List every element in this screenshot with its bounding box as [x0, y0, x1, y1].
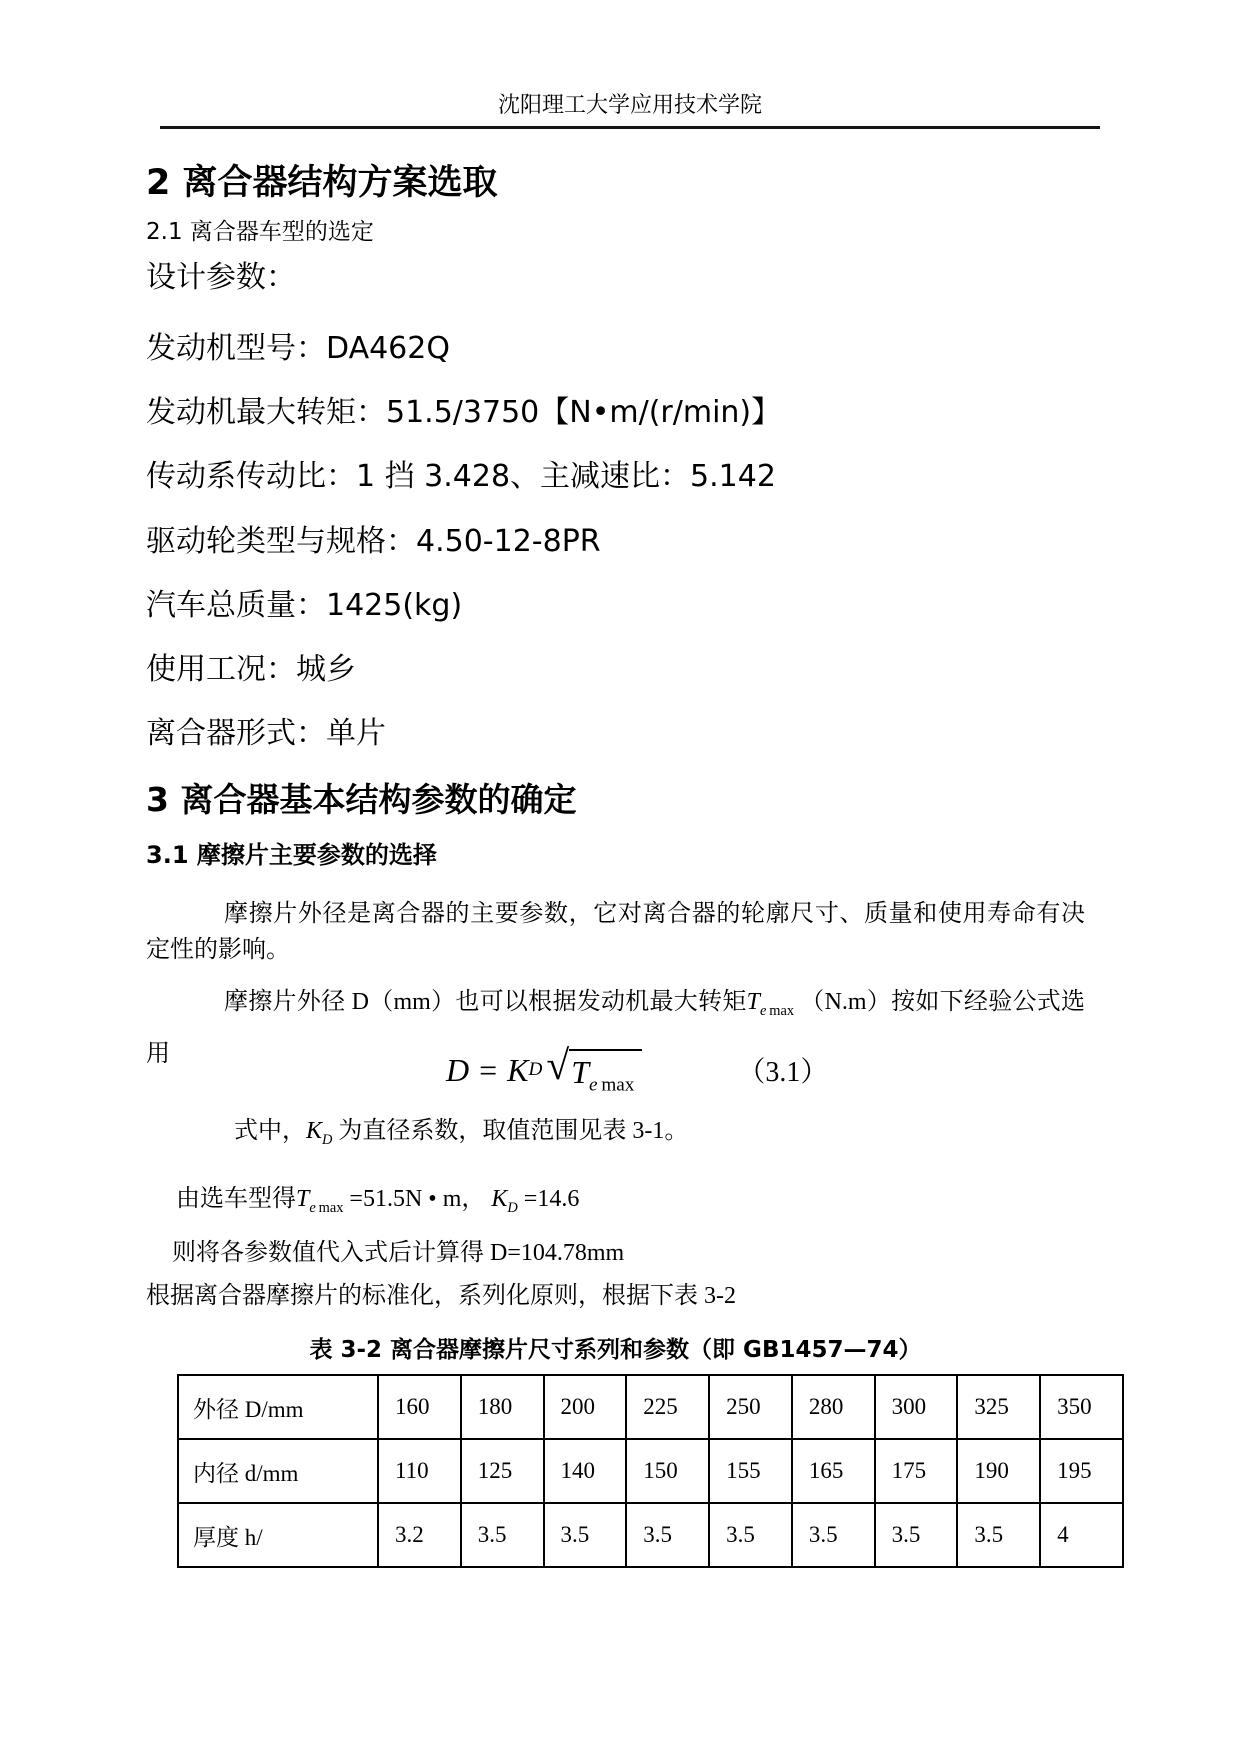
line-selected-vehicle-values [146, 1184, 579, 1215]
cell-outer-d: 325 [957, 1375, 1040, 1439]
equation-number: （3.1） [737, 1057, 829, 1088]
selected-text-before: 由选车型得 [176, 1186, 296, 1212]
para2-text-before: 摩擦片外径 D（mm）也可以根据发动机最大转矩 [224, 989, 747, 1015]
math-d-variable: D [446, 1051, 470, 1088]
cell-outer-d: 200 [544, 1375, 627, 1439]
cell-inner-d: 195 [1040, 1439, 1123, 1503]
cell-thickness: 3.5 [957, 1503, 1040, 1567]
heading-section-3-1: 3.1 摩擦片主要参数的选择 [146, 841, 437, 869]
paragraph-friction-disc-intro: 摩擦片外径是离合器的主要参数，它对离合器的轮廓尺寸、质量和使用寿命有决定性的影响。 [146, 901, 1085, 963]
cell-inner-d: 175 [875, 1439, 958, 1503]
row-label-thickness: 厚度 h/ [178, 1503, 378, 1567]
math-t-emax: T [296, 1186, 310, 1212]
math-t-emax-subscript: e max [309, 1199, 344, 1216]
friction-disc-size-table [177, 1374, 1124, 1568]
table-row-thickness [178, 1503, 1123, 1567]
row-label-inner-diameter: 内径 d/mm [178, 1439, 378, 1503]
cell-thickness: 3.5 [461, 1503, 544, 1567]
line-standardization: 根据离合器摩擦片的标准化，系列化原则，根据下表 3-2 [146, 1283, 736, 1309]
cell-outer-d: 225 [626, 1375, 709, 1439]
cell-outer-d: 350 [1040, 1375, 1123, 1439]
cell-thickness: 3.5 [626, 1503, 709, 1567]
param-operating-condition: 使用工况：城乡 [146, 652, 356, 687]
cell-inner-d: 165 [792, 1439, 875, 1503]
param-clutch-type: 离合器形式：单片 [146, 716, 386, 751]
table-row-outer-diameter [178, 1375, 1123, 1439]
table-row-inner-diameter [178, 1439, 1123, 1503]
table-3-2-title: 表 3-2 离合器摩擦片尺寸系列和参数（即 GB1457—74） [309, 1337, 922, 1363]
equation-3-1 [146, 1038, 1085, 1102]
line-kd-definition [146, 1116, 688, 1147]
cell-thickness: 3.2 [378, 1503, 461, 1567]
equals-sign: = [479, 1051, 498, 1088]
math-kd-variable: K [507, 1051, 529, 1088]
radical-sign-icon: √ [546, 1042, 570, 1088]
square-root [546, 1042, 642, 1096]
cell-thickness: 3.5 [544, 1503, 627, 1567]
math-kd-subscript: D [322, 1131, 333, 1148]
cell-outer-d: 280 [792, 1375, 875, 1439]
cell-outer-d: 160 [378, 1375, 461, 1439]
cell-outer-d: 250 [709, 1375, 792, 1439]
heading-section-2: 2 离合器结构方案选取 [146, 163, 498, 203]
cell-thickness: 4 [1040, 1503, 1123, 1567]
cell-thickness: 3.5 [875, 1503, 958, 1567]
param-drivetrain-ratio: 传动系传动比：1 挡 3.428、主减速比：5.142 [146, 459, 776, 494]
heading-section-2-1: 2.1 离合器车型的选定 [146, 219, 374, 245]
param-engine-max-torque: 发动机最大转矩：51.5/3750【N•m/(r/min)】 [146, 395, 782, 430]
cell-inner-d: 140 [544, 1439, 627, 1503]
math-kd-subscript: D [507, 1199, 518, 1216]
cell-inner-d: 150 [626, 1439, 709, 1503]
math-kd-variable: K [306, 1118, 323, 1144]
page-header [160, 92, 1100, 129]
institution-title: 沈阳理工大学应用技术学院 [497, 92, 762, 117]
row-label-outer-diameter: 外径 D/mm [178, 1375, 378, 1439]
cell-inner-d: 110 [378, 1439, 461, 1503]
selected-text-mid: =51.5N • m， [343, 1186, 492, 1212]
para2-text-after: （N.m）按如下经验公式选用 [146, 989, 1085, 1067]
cell-outer-d: 180 [461, 1375, 544, 1439]
selected-text-after: =14.6 [517, 1186, 580, 1212]
math-kd-variable: K [491, 1186, 508, 1212]
cell-inner-d: 155 [709, 1439, 792, 1503]
line-calculated-diameter: 则将各参数值代入式后计算得 D=104.78mm [172, 1240, 625, 1266]
param-drive-wheel-spec: 驱动轮类型与规格：4.50-12-8PR [146, 524, 601, 559]
cell-thickness: 3.5 [792, 1503, 875, 1567]
param-engine-model: 发动机型号：DA462Q [146, 331, 450, 366]
design-params-label: 设计参数： [146, 260, 296, 295]
equation-expression: D = K D √ $T_{e max}$ [446, 1049, 642, 1091]
radicand: $T_{e max}$ [569, 1049, 642, 1091]
cell-inner-d: 125 [461, 1439, 544, 1503]
shizhong-text-after: 为直径系数，取值范围见表 3-1。 [332, 1118, 689, 1144]
cell-outer-d: 300 [875, 1375, 958, 1439]
math-t-emax-subscript: e max [759, 1002, 795, 1019]
heading-section-3: 3 离合器基本结构参数的确定 [146, 780, 577, 819]
math-t-emax: T [746, 989, 760, 1015]
shizhong-text-before: 式中， [234, 1118, 306, 1144]
cell-inner-d: 190 [957, 1439, 1040, 1503]
param-vehicle-total-mass: 汽车总质量：1425(kg) [146, 588, 463, 623]
cell-thickness: 3.5 [709, 1503, 792, 1567]
